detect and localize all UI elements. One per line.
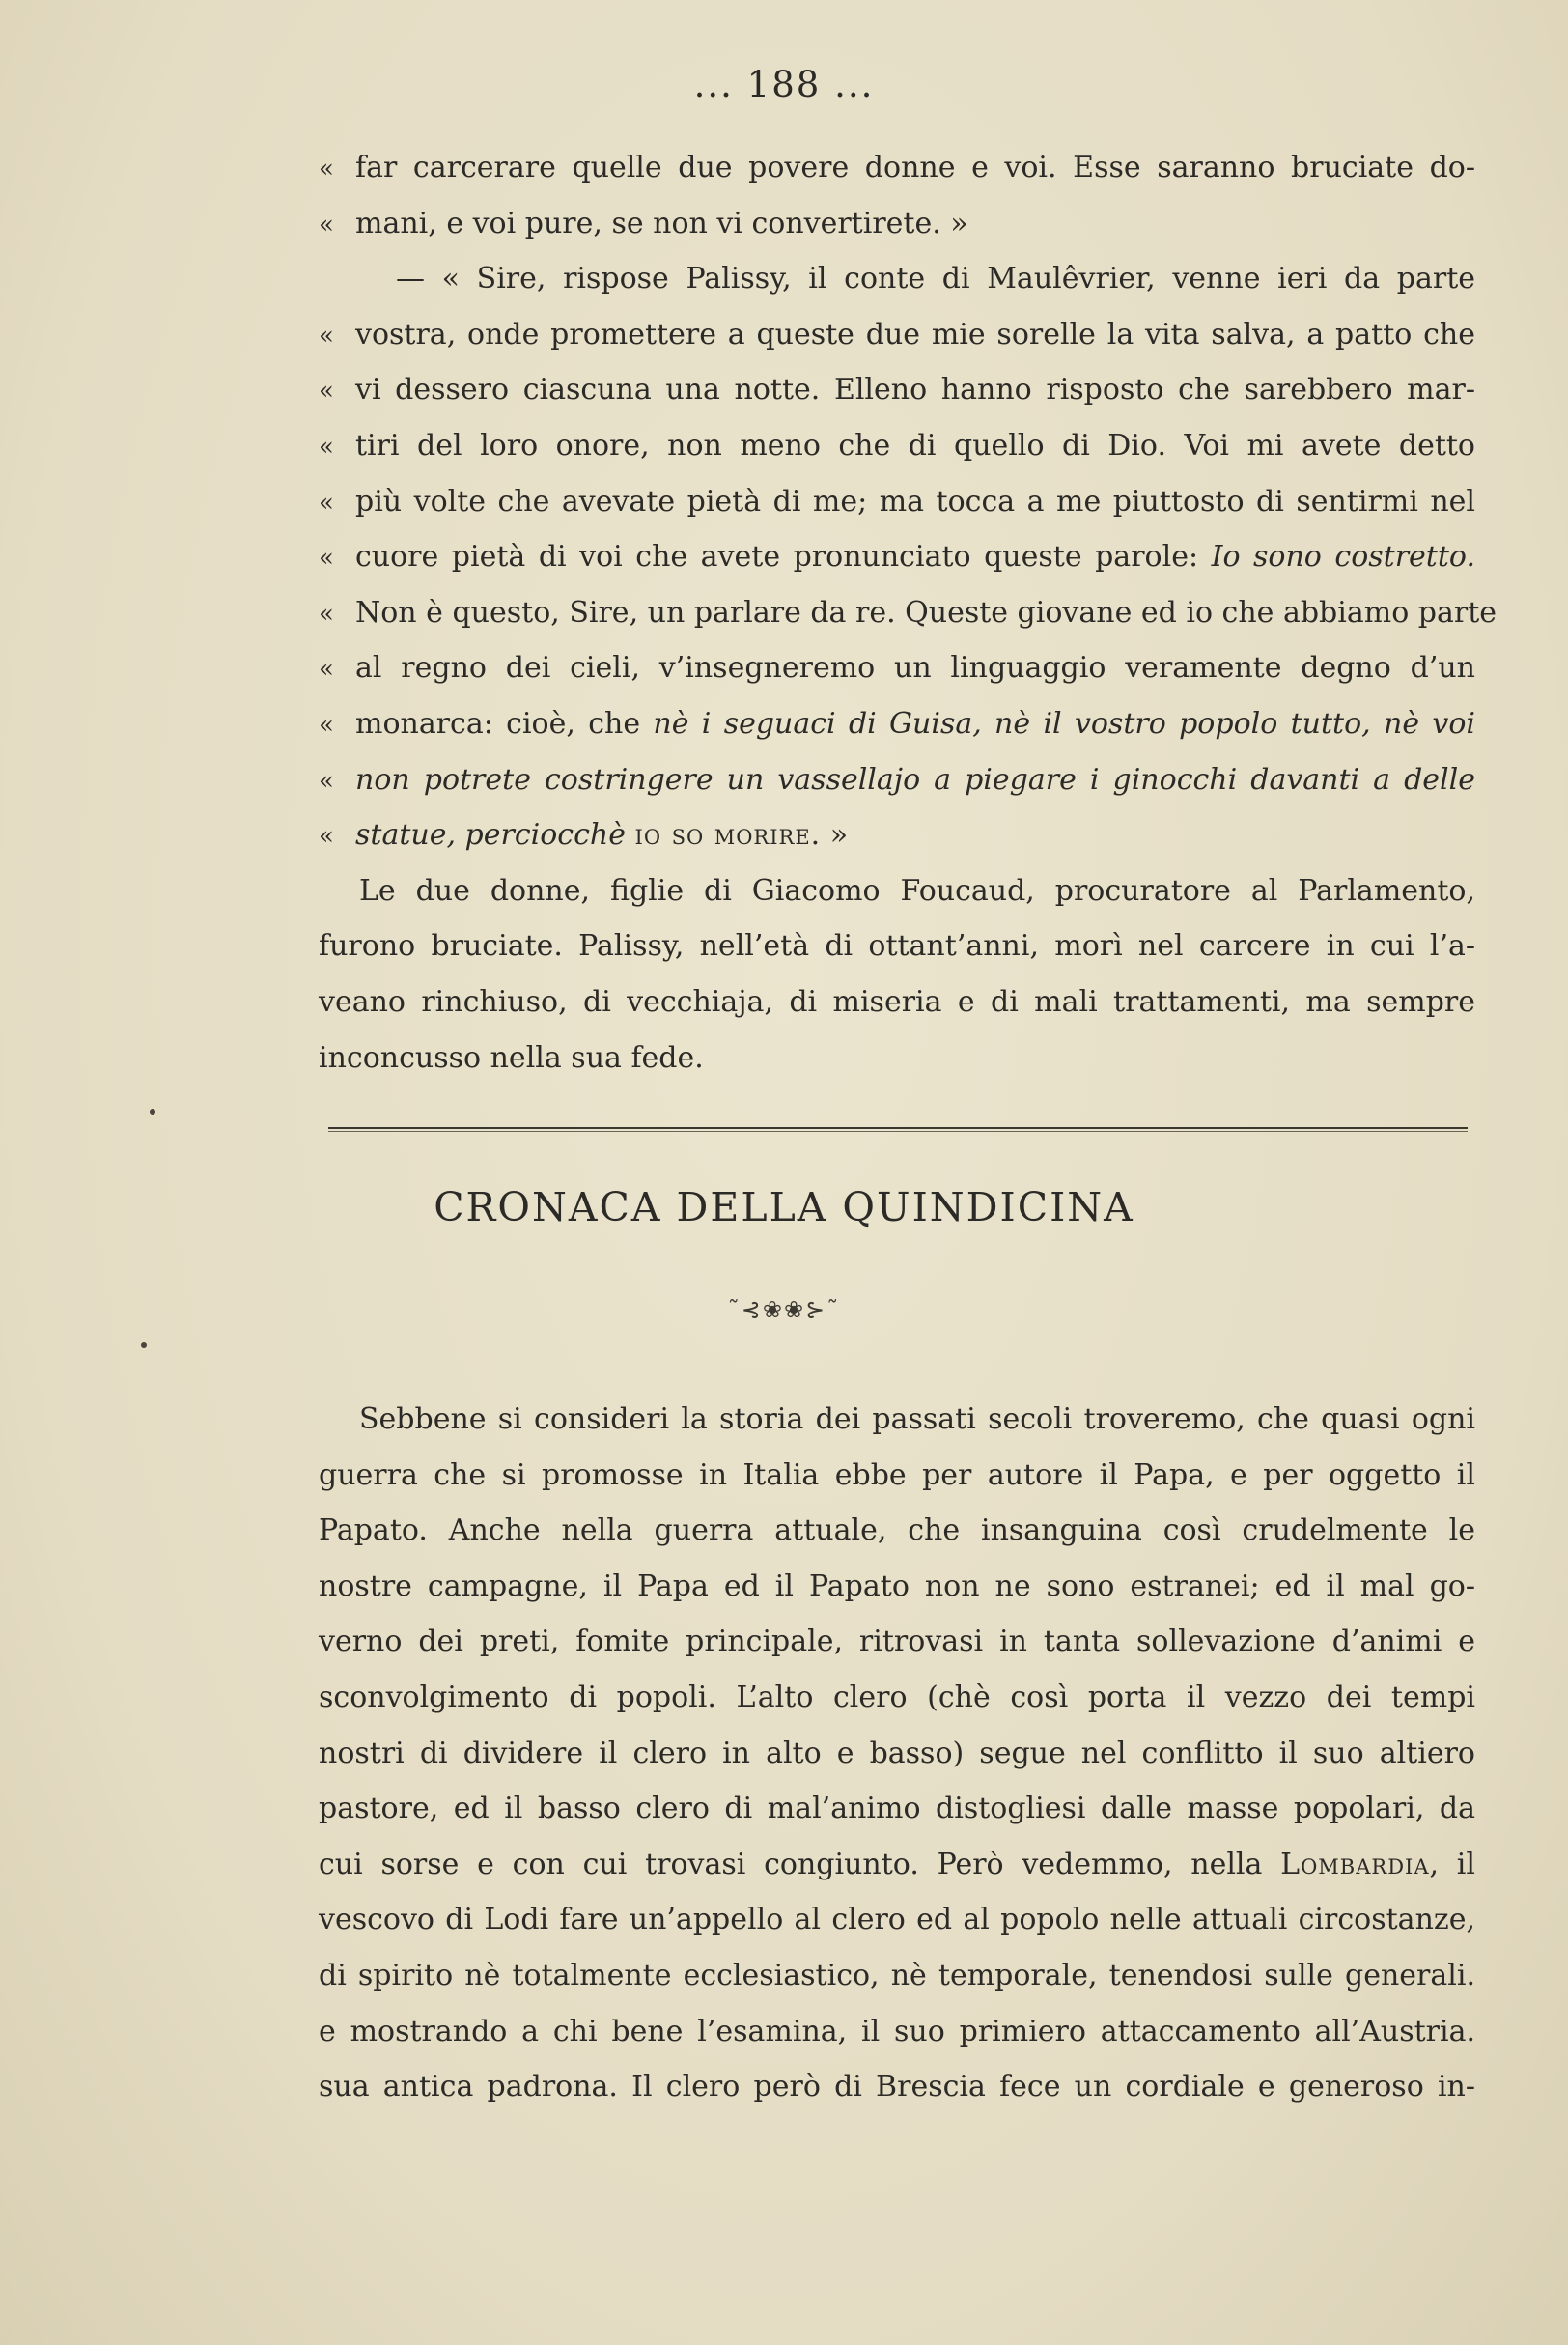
text-line: [319, 640, 1475, 696]
line-text: sua antica padrona. Il clero però di Brescia fece un cordiale e generoso in-: [319, 2070, 1475, 2105]
line-text: vescovo di Lodi fare un’appello al clero ed al popolo nelle attuali circostanze,: [319, 1903, 1475, 1937]
text-line: [319, 1837, 1475, 1893]
section-title: CRONACA DELLA QUINDICINA: [434, 1184, 1134, 1230]
line-text: veano rinchiuso, di vecchiaja, di miseria e di mali trattamenti, ma sempre: [319, 984, 1475, 1019]
text-line: [319, 1892, 1475, 1948]
line-text: e mostrando a chi bene l’esamina, il suo primiero attaccamento all’Austria.: [319, 2014, 1475, 2048]
line-tail: , il: [1429, 1847, 1475, 1881]
quote-mark: «: [319, 766, 334, 796]
page-number: ... 188 ...: [693, 64, 875, 105]
text-line: [319, 1726, 1475, 1782]
line-text: Le due donne, figlie di Giacomo Foucaud, procuratore al Parlamento,: [359, 873, 1475, 908]
line-text: cui sorse e con cui trovasi congiunto. Però vedemmo, nella: [319, 1847, 1263, 1881]
line-text: mani, e voi pure, se non vi convertirete. »: [355, 206, 968, 240]
text-line: [319, 1781, 1475, 1837]
text-line: [319, 585, 1498, 641]
line-text: tiri del loro onore, non meno che di quello di Dio. Voi mi avete detto: [355, 428, 1475, 463]
text-line: [319, 1614, 1475, 1670]
line-text: — « Sire, rispose Palissy, il conte di Maulêvrier, venne ieri da parte: [396, 262, 1475, 297]
text-line: [319, 2004, 1475, 2060]
text-line: [319, 696, 1475, 752]
line-text: Sebbene si consideri la storia dei passati secoli troveremo, che quasi ogni: [359, 1402, 1475, 1436]
line-text: inconcusso nella sua fede.: [319, 1040, 704, 1075]
quoted-speech: [319, 140, 1498, 1086]
quote-mark: «: [319, 432, 334, 462]
text-line: [319, 1948, 1475, 2004]
line-text: monarca: cioè, che: [355, 706, 641, 741]
italic-text: Io sono costretto.: [1211, 540, 1475, 575]
text-line: [319, 1448, 1475, 1504]
paper-speck: [141, 1342, 147, 1348]
text-line: [319, 863, 1475, 919]
line-text: nostre campagne, il Papa ed il Papato non ne sono estranei; ed il mal go-: [319, 1568, 1475, 1603]
italic-text: statue, perciocchè: [355, 818, 626, 853]
text-line: [319, 529, 1475, 585]
text-line: [319, 1559, 1475, 1615]
quote-mark: «: [319, 210, 334, 240]
section-divider: [328, 1127, 1468, 1132]
line-text: cuore pietà di voi che avete pronunciato queste parole:: [355, 540, 1199, 575]
text-line: [319, 140, 1475, 196]
text-line: [319, 307, 1475, 363]
line-text: pastore, ed il basso clero di mal’animo distogliesi dalle masse popolari, da: [319, 1792, 1475, 1826]
text-line: [319, 418, 1475, 474]
text-line: [319, 362, 1475, 418]
italic-text: nè i seguaci di Guisa, nè il vostro popolo tutto, nè voi: [653, 706, 1475, 741]
text-line: [319, 251, 1475, 307]
line-text: Papato. Anche nella guerra attuale, che insanguina così crudelmente le: [319, 1513, 1475, 1548]
quote-mark: «: [319, 321, 334, 351]
text-line: [319, 196, 1475, 252]
line-text: vi dessero ciascuna una notte. Elleno hanno risposto che sarebbero mar-: [355, 373, 1475, 408]
line-text: nostri di dividere il clero in alto e basso) segue nel conflitto il suo altiero: [319, 1736, 1475, 1770]
small-caps-text: io so morire.: [634, 818, 822, 853]
line-text: far carcerare quelle due povere donne e voi. Esse saranno bruciate do-: [355, 151, 1475, 184]
line-text: al regno dei cieli, v’insegneremo un linguaggio veramente degno d’un: [355, 651, 1475, 686]
text-line: [319, 1031, 1475, 1087]
text-line: [319, 807, 1475, 863]
italic-text: non potrete costringere un vassellajo a piegare i ginocchi davanti a delle: [355, 762, 1475, 797]
line-text: di spirito nè totalmente ecclesiastico, nè temporale, tenendosi sulle generali.: [319, 1958, 1475, 1992]
paper-speck: [150, 1109, 155, 1115]
text-line: [319, 1503, 1475, 1559]
quote-mark: «: [319, 155, 334, 184]
quote-mark: «: [319, 822, 334, 852]
quote-mark: «: [319, 488, 334, 518]
text-line: [319, 975, 1475, 1031]
line-text: vostra, onde promettere a queste due mie sorelle la vita salva, a patto che: [355, 317, 1475, 352]
text-line: [319, 918, 1475, 975]
quote-mark: «: [319, 710, 334, 740]
line-tail: »: [821, 818, 849, 853]
line-text: verno dei preti, fomite principale, ritrovasi in tanta sollevazione d’animi e: [319, 1625, 1475, 1659]
quote-mark: «: [319, 544, 334, 574]
line-text: più volte che avevate pietà di me; ma tocca a me piuttosto di sentirmi nel: [355, 484, 1475, 519]
line-text: guerra che si promosse in Italia ebbe per autore il Papa, e per oggetto il: [319, 1457, 1475, 1492]
small-caps-text: Lombardia: [1280, 1847, 1430, 1881]
text-line: [319, 474, 1475, 530]
text-line: [319, 2059, 1475, 2115]
text-line: [319, 752, 1475, 808]
quote-mark: «: [319, 599, 334, 629]
line-text: sconvolgimento di popoli. L’alto clero (chè così porta il vezzo dei tempi: [319, 1680, 1475, 1714]
chronicle-text: [319, 1392, 1475, 2115]
line-text: Non è questo, Sire, un parlare da re. Queste giovane ed io che abbiamo parte: [355, 595, 1498, 630]
quote-mark: «: [319, 655, 334, 685]
quote-mark: «: [319, 377, 334, 407]
line-text: furono bruciate. Palissy, nell’età di ottant’anni, morì nel carcere in cui l’a-: [319, 929, 1475, 964]
text-line: [319, 1392, 1475, 1448]
text-line: [319, 1670, 1475, 1726]
ornament-flourish: ˜⊰❀❀⊱˜: [727, 1296, 841, 1323]
